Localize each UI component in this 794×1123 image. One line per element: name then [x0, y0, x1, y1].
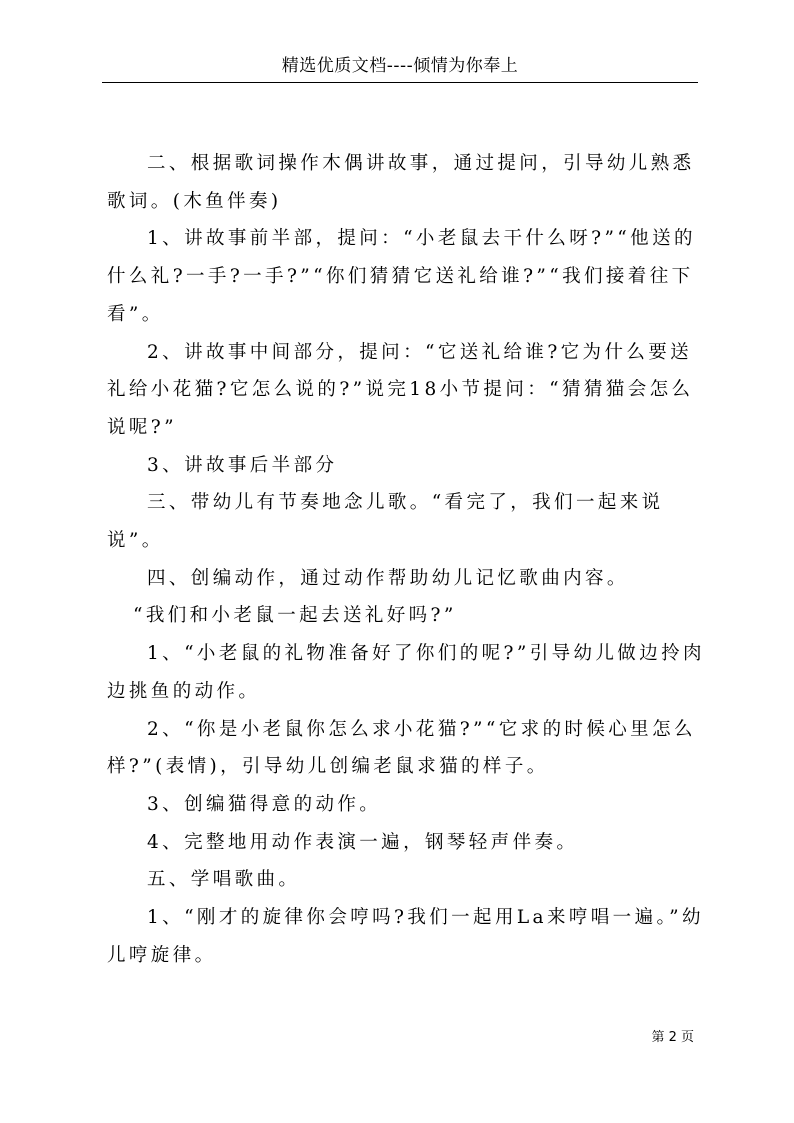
paragraph-item: 3、讲故事后半部分 [147, 454, 338, 476]
paragraph-item: 1、“小老鼠的礼物准备好了你们的呢?”引导幼儿做边拎肉边挑鱼的动作。 [107, 643, 705, 702]
paragraph-item: 1、讲故事前半部，提问：“小老鼠去干什么呀?”“他送的什么礼?一手?一手?”“你们猜猜它送礼给谁?”“我们接着往下看”。 [107, 228, 696, 325]
paragraph-item: 2、讲故事中间部分，提问：“它送礼给谁?它为什么要送礼给小花猫?它怎么说的?”说完18小节提问：“猜猜猫会怎么说呢?” [107, 341, 694, 438]
paragraph-item: 3、创编猫得意的动作。 [147, 793, 382, 815]
paragraph-section-4: 四、创编动作，通过动作帮助幼儿记忆歌曲内容。 [147, 567, 629, 589]
paragraph-section-5: 五、学唱歌曲。 [147, 869, 301, 891]
page-number: 第 2 页 [651, 1030, 694, 1045]
paragraph-item: 1、“刚才的旋律你会哼吗?我们一起用La来哼唱一遍。”幼儿哼旋律。 [107, 907, 704, 966]
document-body [107, 145, 707, 974]
paragraph-item: 2、“你是小老鼠你怎么求小花猫?”“它求的时候心里怎么样?”(表情)，引导幼儿创编老鼠求猫的样子。 [107, 718, 696, 778]
paragraph-quote: “我们和小老鼠一起去送礼好吗?” [133, 605, 457, 627]
page-header-title: 精选优质文档----倾情为你奉上 [281, 56, 519, 76]
paragraph-item: 4、完整地用动作表演一遍，钢琴轻声伴奏。 [147, 831, 579, 853]
header-divider [102, 82, 698, 83]
paragraph-section-3: 三、带幼儿有节奏地念儿歌。“看完了，我们一起来说说”。 [107, 492, 664, 552]
paragraph-section-2: 二、根据歌词操作木偶讲故事，通过提问，引导幼儿熟悉歌词。(木鱼伴奏) [107, 153, 695, 212]
